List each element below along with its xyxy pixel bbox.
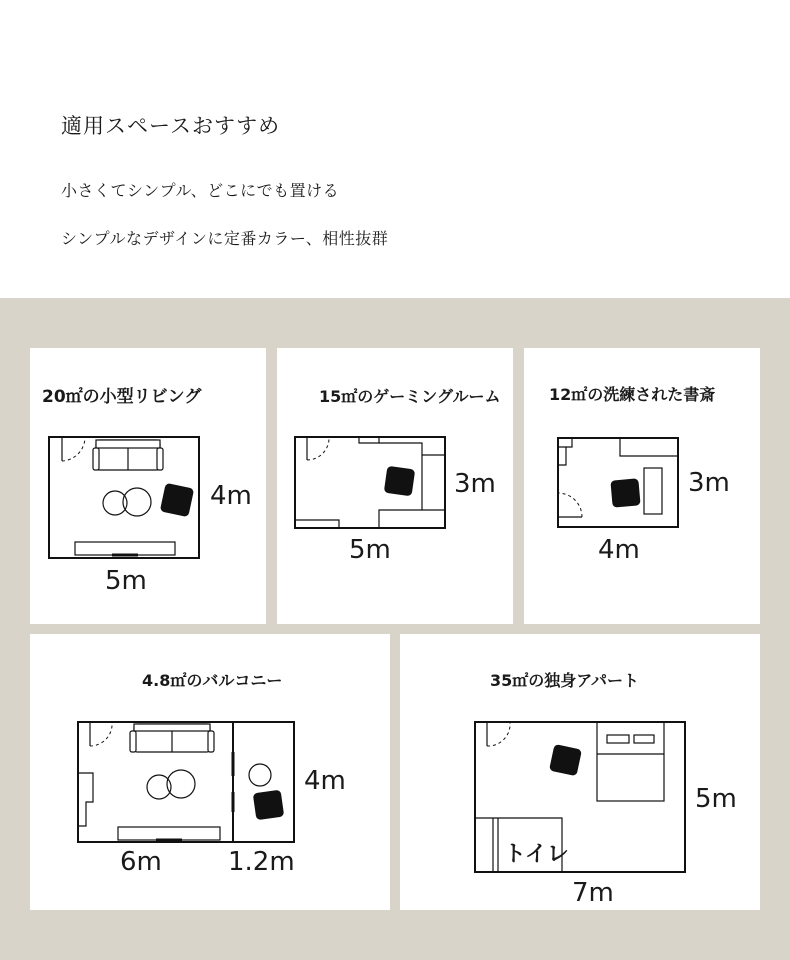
floor-plan-apartment [400,634,760,910]
room-title: 15㎡のゲーミングルーム [319,387,501,406]
room-depth: 5m [695,784,737,814]
section-heading: 適用スペースおすすめ [61,114,281,138]
room-width: 5m [105,566,147,596]
room-width: 4m [598,535,640,565]
room-title: 4.8㎡のバルコニー [142,671,283,690]
room-depth: 4m [210,481,252,511]
room-card-living [30,348,266,624]
description-line-1: 小さくてシンプル、どこにでも置ける [61,181,340,200]
description-line-2: シンプルなデザインに定番カラー、相性抜群 [61,229,389,248]
room-width: 6m [120,847,162,877]
room-title: 12㎡の洗練された書斎 [549,385,716,404]
room-card-gaming [277,348,513,624]
room-width: 5m [349,535,391,565]
intro-section [0,0,790,298]
room-card-balcony [30,634,390,910]
room-card-study [524,348,760,624]
room-title: 35㎡の独身アパート [490,671,639,690]
room-depth: 4m [304,766,346,796]
room-width: 7m [572,878,614,908]
balcony-width: 1.2m [228,847,295,877]
room-title: 20㎡の小型リビング [42,387,202,407]
toilet-label: トイレ [504,842,569,867]
room-depth: 3m [454,469,496,499]
room-depth: 3m [688,468,730,498]
room-card-apartment [400,634,760,910]
